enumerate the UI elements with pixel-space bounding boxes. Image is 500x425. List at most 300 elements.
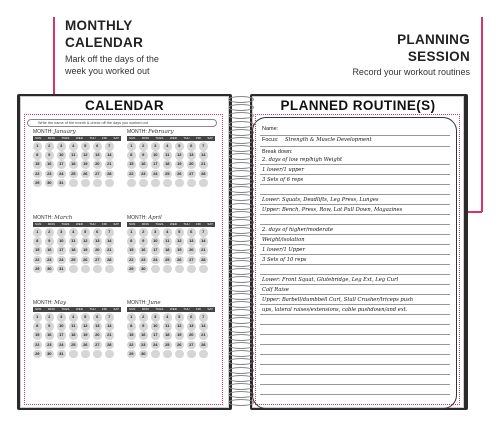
day-circle[interactable]: 22 <box>33 256 42 265</box>
day-circle[interactable]: 20 <box>93 246 102 255</box>
day-circle[interactable]: 13 <box>187 237 196 246</box>
day-circle[interactable]: 20 <box>93 160 102 169</box>
spiral-coil <box>228 178 254 185</box>
day-circle[interactable]: 13 <box>93 237 102 246</box>
weekday-label: SAT <box>113 222 119 226</box>
day-circle[interactable]: 14 <box>105 237 114 246</box>
day-circle[interactable]: 21 <box>199 331 208 340</box>
day-circle[interactable]: 10 <box>151 237 160 246</box>
weekday-label: FRI <box>196 136 201 140</box>
routine-line-text: Weight/isolation <box>262 237 305 243</box>
day-circle-blank[interactable] <box>175 179 184 188</box>
weekday-header <box>33 222 121 227</box>
day-circle[interactable]: 13 <box>187 322 196 331</box>
spiral-coil <box>228 342 254 349</box>
day-circle[interactable]: 26 <box>81 256 90 265</box>
spiral-coil <box>228 203 254 210</box>
day-circle[interactable]: 16 <box>45 246 54 255</box>
weekday-label: TUES <box>155 222 164 226</box>
weekday-header <box>33 307 121 312</box>
day-circle[interactable]: 19 <box>81 160 90 169</box>
spiral-coil <box>228 194 254 201</box>
day-circle[interactable]: 16 <box>45 160 54 169</box>
day-circle[interactable]: 25 <box>69 341 78 350</box>
day-circle[interactable]: 27 <box>93 341 102 350</box>
day-circle[interactable]: 29 <box>33 350 42 359</box>
weekday-label: SAT <box>207 136 213 140</box>
day-grid <box>127 142 215 188</box>
day-circle[interactable]: 4 <box>163 313 172 322</box>
day-circle[interactable]: 4 <box>69 142 78 151</box>
day-circle-blank[interactable] <box>93 179 102 188</box>
day-circle[interactable]: 22 <box>33 341 42 350</box>
day-circle-blank[interactable] <box>199 265 208 274</box>
day-circle[interactable]: 4 <box>163 142 172 151</box>
day-circle[interactable]: 30 <box>139 265 148 274</box>
month-header: MONTH: March <box>33 215 73 221</box>
day-circle[interactable]: 24 <box>151 256 160 265</box>
day-circle[interactable]: 15 <box>127 331 136 340</box>
spiral-coil <box>228 276 254 283</box>
day-circle[interactable]: 28 <box>199 170 208 179</box>
day-circle[interactable]: 7 <box>105 313 114 322</box>
month-name: March <box>54 215 73 221</box>
month-label: MONTH <box>127 129 146 135</box>
day-circle[interactable]: 12 <box>175 237 184 246</box>
spiral-coil <box>228 293 254 300</box>
day-circle[interactable]: 31 <box>57 265 66 274</box>
day-circle[interactable]: 24 <box>151 170 160 179</box>
weekday-label: MON <box>47 307 55 311</box>
day-circle[interactable]: 20 <box>187 331 196 340</box>
day-circle[interactable]: 15 <box>127 160 136 169</box>
spiral-coil <box>228 317 254 324</box>
day-circle[interactable]: 24 <box>151 341 160 350</box>
day-circle[interactable]: 20 <box>187 246 196 255</box>
day-circle[interactable]: 28 <box>105 341 114 350</box>
weekday-label: FRI <box>102 307 107 311</box>
day-circle[interactable]: 3 <box>151 313 160 322</box>
day-circle[interactable]: 22 <box>127 256 136 265</box>
day-circle[interactable]: 11 <box>163 151 172 160</box>
day-circle[interactable]: 1 <box>127 142 136 151</box>
day-circle[interactable]: 12 <box>81 322 90 331</box>
day-circle[interactable]: 1 <box>33 228 42 237</box>
month-header: MONTH: May <box>33 300 67 306</box>
day-circle[interactable]: 30 <box>45 179 54 188</box>
day-circle[interactable]: 6 <box>93 142 102 151</box>
day-circle[interactable]: 17 <box>151 160 160 169</box>
day-circle[interactable]: 15 <box>33 331 42 340</box>
day-circle[interactable]: 19 <box>81 246 90 255</box>
day-circle[interactable]: 27 <box>187 341 196 350</box>
day-circle[interactable]: 16 <box>139 160 148 169</box>
routine-line-text: Upper: Bench, Press, Row, Lat Pull Down, Magazines <box>262 207 403 213</box>
day-circle[interactable]: 27 <box>93 256 102 265</box>
day-circle-blank[interactable] <box>151 179 160 188</box>
spiral-coil <box>228 219 254 226</box>
day-circle-blank[interactable] <box>105 350 114 359</box>
day-circle[interactable]: 23 <box>139 256 148 265</box>
spiral-coil <box>228 96 254 103</box>
spiral-coil <box>228 170 254 177</box>
day-circle[interactable]: 25 <box>69 170 78 179</box>
routine-line-text: 1 lower/1 upper <box>262 167 304 173</box>
day-circle[interactable]: 17 <box>151 246 160 255</box>
day-circle-blank[interactable] <box>81 265 90 274</box>
day-circle[interactable]: 3 <box>57 142 66 151</box>
day-circle[interactable]: 7 <box>199 313 208 322</box>
spiral-coil <box>228 121 254 128</box>
day-circle-blank[interactable] <box>163 179 172 188</box>
day-circle[interactable]: 2 <box>45 228 54 237</box>
spiral-coil <box>228 104 254 111</box>
day-circle[interactable]: 24 <box>57 256 66 265</box>
day-circle-blank[interactable] <box>105 179 114 188</box>
month-name: January <box>54 129 76 135</box>
day-circle[interactable]: 9 <box>139 322 148 331</box>
spiral-binding <box>228 96 254 408</box>
monthly-calendar-description <box>65 53 159 77</box>
monthly-calendar-title-line1: MONTHLY <box>65 18 133 33</box>
day-circle[interactable]: 13 <box>93 322 102 331</box>
day-circle[interactable]: 28 <box>199 256 208 265</box>
day-grid <box>33 142 121 188</box>
day-circle[interactable]: 7 <box>105 142 114 151</box>
day-circle[interactable]: 17 <box>151 331 160 340</box>
day-circle-blank[interactable] <box>69 265 78 274</box>
day-circle[interactable]: 26 <box>81 341 90 350</box>
month-label: MONTH <box>127 215 146 221</box>
day-circle[interactable]: 12 <box>81 151 90 160</box>
day-circle-blank[interactable] <box>175 265 184 274</box>
day-circle[interactable]: 2 <box>139 142 148 151</box>
routine-line-text: 2. days of higher/moderate <box>262 227 334 233</box>
spiral-coil <box>228 211 254 218</box>
day-circle[interactable]: 8 <box>127 322 136 331</box>
day-circle[interactable]: 23 <box>139 170 148 179</box>
day-circle-blank[interactable] <box>105 265 114 274</box>
day-circle[interactable]: 18 <box>69 246 78 255</box>
day-circle[interactable]: 25 <box>163 341 172 350</box>
day-circle[interactable]: 5 <box>81 313 90 322</box>
day-circle[interactable]: 3 <box>151 142 160 151</box>
calendar-page-title: CALENDAR <box>85 98 164 113</box>
day-circle[interactable]: 5 <box>81 228 90 237</box>
day-circle[interactable]: 10 <box>57 237 66 246</box>
day-circle[interactable]: 10 <box>151 322 160 331</box>
spiral-coil <box>228 112 254 119</box>
day-circle[interactable]: 5 <box>175 142 184 151</box>
weekday-label: MON <box>141 136 149 140</box>
monthly-calendar-desc-line1: Mark off the days of the <box>65 54 159 64</box>
spiral-coil <box>228 358 254 365</box>
day-circle[interactable]: 4 <box>163 228 172 237</box>
day-circle-blank[interactable] <box>187 179 196 188</box>
day-circle[interactable]: 25 <box>163 256 172 265</box>
day-circle[interactable]: 29 <box>33 179 42 188</box>
day-circle[interactable]: 13 <box>93 151 102 160</box>
day-circle[interactable]: 14 <box>199 322 208 331</box>
spiral-coil <box>228 309 254 316</box>
day-circle[interactable]: 22 <box>127 341 136 350</box>
day-circle[interactable]: 1 <box>33 313 42 322</box>
routine-dotted-frame <box>255 114 460 405</box>
day-circle[interactable]: 10 <box>151 151 160 160</box>
day-circle-blank[interactable] <box>199 350 208 359</box>
spiral-coil <box>228 367 254 374</box>
day-circle[interactable]: 21 <box>105 331 114 340</box>
month-name: February <box>148 129 174 135</box>
day-circle[interactable]: 31 <box>57 179 66 188</box>
day-circle[interactable]: 8 <box>127 237 136 246</box>
day-circle[interactable]: 18 <box>163 331 172 340</box>
day-circle-blank[interactable] <box>175 350 184 359</box>
day-circle[interactable]: 6 <box>93 228 102 237</box>
day-circle[interactable]: 9 <box>45 237 54 246</box>
day-circle-blank[interactable] <box>93 265 102 274</box>
day-circle-blank[interactable] <box>93 350 102 359</box>
day-circle-blank[interactable] <box>163 265 172 274</box>
day-circle[interactable]: 2 <box>139 228 148 237</box>
day-circle[interactable]: 1 <box>127 313 136 322</box>
day-circle[interactable]: 21 <box>105 160 114 169</box>
day-circle[interactable]: 2 <box>139 313 148 322</box>
day-circle[interactable]: 12 <box>175 322 184 331</box>
day-circle-blank[interactable] <box>199 179 208 188</box>
day-circle[interactable]: 7 <box>105 228 114 237</box>
day-circle[interactable]: 14 <box>105 322 114 331</box>
day-circle[interactable]: 17 <box>57 160 66 169</box>
weekday-label: FRI <box>102 136 107 140</box>
day-circle[interactable]: 13 <box>187 151 196 160</box>
spiral-coil <box>228 186 254 193</box>
day-circle[interactable]: 29 <box>33 265 42 274</box>
day-circle[interactable]: 27 <box>187 256 196 265</box>
weekday-label: SUN <box>129 136 136 140</box>
spiral-coil <box>228 334 254 341</box>
day-circle[interactable]: 26 <box>175 170 184 179</box>
day-circle[interactable]: 29 <box>127 350 136 359</box>
day-circle[interactable]: 11 <box>69 322 78 331</box>
day-circle[interactable]: 25 <box>69 256 78 265</box>
day-circle[interactable]: 14 <box>199 151 208 160</box>
weekday-label: WED <box>75 222 83 226</box>
month-header: MONTH: January <box>33 129 76 135</box>
day-circle[interactable]: 30 <box>45 265 54 274</box>
day-circle[interactable]: 19 <box>175 246 184 255</box>
day-circle[interactable]: 12 <box>81 237 90 246</box>
focus-value: Strength & Muscle Development <box>285 137 372 143</box>
day-circle[interactable]: 16 <box>139 331 148 340</box>
day-circle[interactable]: 30 <box>45 350 54 359</box>
day-circle-blank[interactable] <box>69 179 78 188</box>
weekday-header <box>127 222 215 227</box>
day-circle[interactable]: 2 <box>45 142 54 151</box>
day-circle[interactable]: 15 <box>33 160 42 169</box>
day-circle[interactable]: 21 <box>199 246 208 255</box>
day-circle[interactable]: 21 <box>199 160 208 169</box>
day-circle[interactable]: 19 <box>175 160 184 169</box>
day-circle-blank[interactable] <box>127 179 136 188</box>
weekday-label: SUN <box>129 307 136 311</box>
day-circle[interactable]: 11 <box>69 237 78 246</box>
day-circle[interactable]: 22 <box>33 170 42 179</box>
day-circle[interactable]: 18 <box>69 160 78 169</box>
day-circle[interactable]: 29 <box>127 265 136 274</box>
spiral-coil <box>228 301 254 308</box>
day-circle[interactable]: 7 <box>199 228 208 237</box>
day-circle[interactable]: 17 <box>57 331 66 340</box>
spiral-coil <box>228 391 254 398</box>
month-name: May <box>54 300 67 306</box>
day-circle[interactable]: 3 <box>57 228 66 237</box>
day-circle-blank[interactable] <box>139 179 148 188</box>
planning-session-description: Record your workout routines <box>352 67 470 77</box>
routine-line-text: 1 lower/1 Upper <box>262 247 305 253</box>
month-label: MONTH <box>33 215 52 221</box>
day-circle[interactable]: 20 <box>93 331 102 340</box>
day-circle[interactable]: 4 <box>69 228 78 237</box>
weekday-label: WED <box>169 136 177 140</box>
day-circle-blank[interactable] <box>81 350 90 359</box>
weekday-label: WED <box>169 307 177 311</box>
day-circle[interactable]: 25 <box>163 170 172 179</box>
day-circle[interactable]: 6 <box>187 313 196 322</box>
routine-line-text: ups, lateral raises/extensions, cable pushdown/and ext. <box>262 307 408 313</box>
day-circle[interactable]: 11 <box>69 151 78 160</box>
weekday-label: TUES <box>61 222 70 226</box>
day-circle[interactable]: 19 <box>81 331 90 340</box>
day-circle[interactable]: 3 <box>57 313 66 322</box>
day-circle[interactable]: 1 <box>33 142 42 151</box>
day-circle[interactable]: 5 <box>175 313 184 322</box>
day-circle[interactable]: 24 <box>57 170 66 179</box>
month-block <box>33 215 121 274</box>
weekday-label: SAT <box>207 222 213 226</box>
weekday-label: WED <box>75 136 83 140</box>
weekday-label: THU <box>183 136 190 140</box>
day-circle[interactable]: 9 <box>139 237 148 246</box>
day-circle[interactable]: 15 <box>127 246 136 255</box>
day-circle[interactable]: 22 <box>127 170 136 179</box>
day-circle[interactable]: 5 <box>175 228 184 237</box>
day-circle[interactable]: 11 <box>163 237 172 246</box>
spiral-coil <box>228 145 254 152</box>
day-circle-blank[interactable] <box>163 350 172 359</box>
day-circle[interactable]: 9 <box>45 322 54 331</box>
day-circle[interactable]: 23 <box>45 170 54 179</box>
day-circle-blank[interactable] <box>81 179 90 188</box>
name-label: Name: <box>262 126 279 132</box>
day-circle[interactable]: 26 <box>175 256 184 265</box>
day-circle[interactable]: 18 <box>163 246 172 255</box>
day-circle[interactable]: 30 <box>139 350 148 359</box>
day-circle[interactable]: 23 <box>45 341 54 350</box>
day-circle[interactable]: 8 <box>33 237 42 246</box>
day-circle[interactable]: 2 <box>45 313 54 322</box>
day-circle[interactable]: 26 <box>175 341 184 350</box>
day-circle[interactable]: 21 <box>105 246 114 255</box>
day-circle-blank[interactable] <box>151 265 160 274</box>
day-circle[interactable]: 3 <box>151 228 160 237</box>
monthly-calendar-title <box>65 17 143 51</box>
day-circle[interactable]: 19 <box>175 331 184 340</box>
day-circle-blank[interactable] <box>187 265 196 274</box>
day-circle[interactable]: 28 <box>105 170 114 179</box>
day-circle-blank[interactable] <box>151 350 160 359</box>
day-circle[interactable]: 4 <box>69 313 78 322</box>
day-circle[interactable]: 18 <box>163 160 172 169</box>
day-circle[interactable]: 16 <box>45 331 54 340</box>
spiral-coil <box>228 244 254 251</box>
spiral-coil <box>228 350 254 357</box>
spiral-coil <box>228 285 254 292</box>
day-circle[interactable]: 8 <box>33 322 42 331</box>
weekday-label: TUES <box>155 307 164 311</box>
day-circle[interactable]: 17 <box>57 246 66 255</box>
day-circle[interactable]: 9 <box>45 151 54 160</box>
routine-line-text: 3 Sets of 10 reps <box>262 257 307 263</box>
day-circle[interactable]: 6 <box>187 228 196 237</box>
month-block <box>33 129 121 188</box>
day-circle[interactable]: 8 <box>127 151 136 160</box>
day-circle[interactable]: 27 <box>187 170 196 179</box>
spiral-coil <box>228 326 254 333</box>
day-circle[interactable]: 1 <box>127 228 136 237</box>
day-circle[interactable]: 11 <box>163 322 172 331</box>
day-circle[interactable]: 6 <box>93 313 102 322</box>
day-circle[interactable]: 20 <box>187 160 196 169</box>
day-circle[interactable]: 6 <box>187 142 196 151</box>
weekday-label: SUN <box>35 307 42 311</box>
day-circle[interactable]: 5 <box>81 142 90 151</box>
day-circle[interactable]: 28 <box>199 341 208 350</box>
day-circle[interactable]: 14 <box>105 151 114 160</box>
month-label: MONTH <box>127 300 146 306</box>
day-circle[interactable]: 10 <box>57 151 66 160</box>
weekday-header <box>127 307 215 312</box>
day-circle[interactable]: 27 <box>93 170 102 179</box>
day-circle[interactable]: 23 <box>139 341 148 350</box>
spiral-coil <box>228 227 254 234</box>
day-circle[interactable]: 9 <box>139 151 148 160</box>
month-label: MONTH <box>33 300 52 306</box>
month-block <box>127 300 215 359</box>
day-circle[interactable]: 7 <box>199 142 208 151</box>
day-circle[interactable]: 26 <box>81 170 90 179</box>
day-circle[interactable]: 31 <box>57 350 66 359</box>
spiral-coil <box>228 137 254 144</box>
day-circle[interactable]: 16 <box>139 246 148 255</box>
day-circle[interactable]: 23 <box>45 256 54 265</box>
day-circle[interactable]: 10 <box>57 322 66 331</box>
planning-session-title-line1: PLANNING <box>397 32 470 47</box>
day-circle[interactable]: 18 <box>69 331 78 340</box>
right-callout-line-vertical <box>481 17 483 212</box>
weekday-label: SAT <box>113 136 119 140</box>
day-circle-blank[interactable] <box>69 350 78 359</box>
weekday-label: THU <box>183 307 190 311</box>
day-circle-blank[interactable] <box>187 350 196 359</box>
day-circle[interactable]: 24 <box>57 341 66 350</box>
day-circle[interactable]: 15 <box>33 246 42 255</box>
day-circle[interactable]: 14 <box>199 237 208 246</box>
month-block <box>33 300 121 359</box>
day-circle[interactable]: 12 <box>175 151 184 160</box>
day-circle[interactable]: 8 <box>33 151 42 160</box>
day-circle[interactable]: 28 <box>105 256 114 265</box>
